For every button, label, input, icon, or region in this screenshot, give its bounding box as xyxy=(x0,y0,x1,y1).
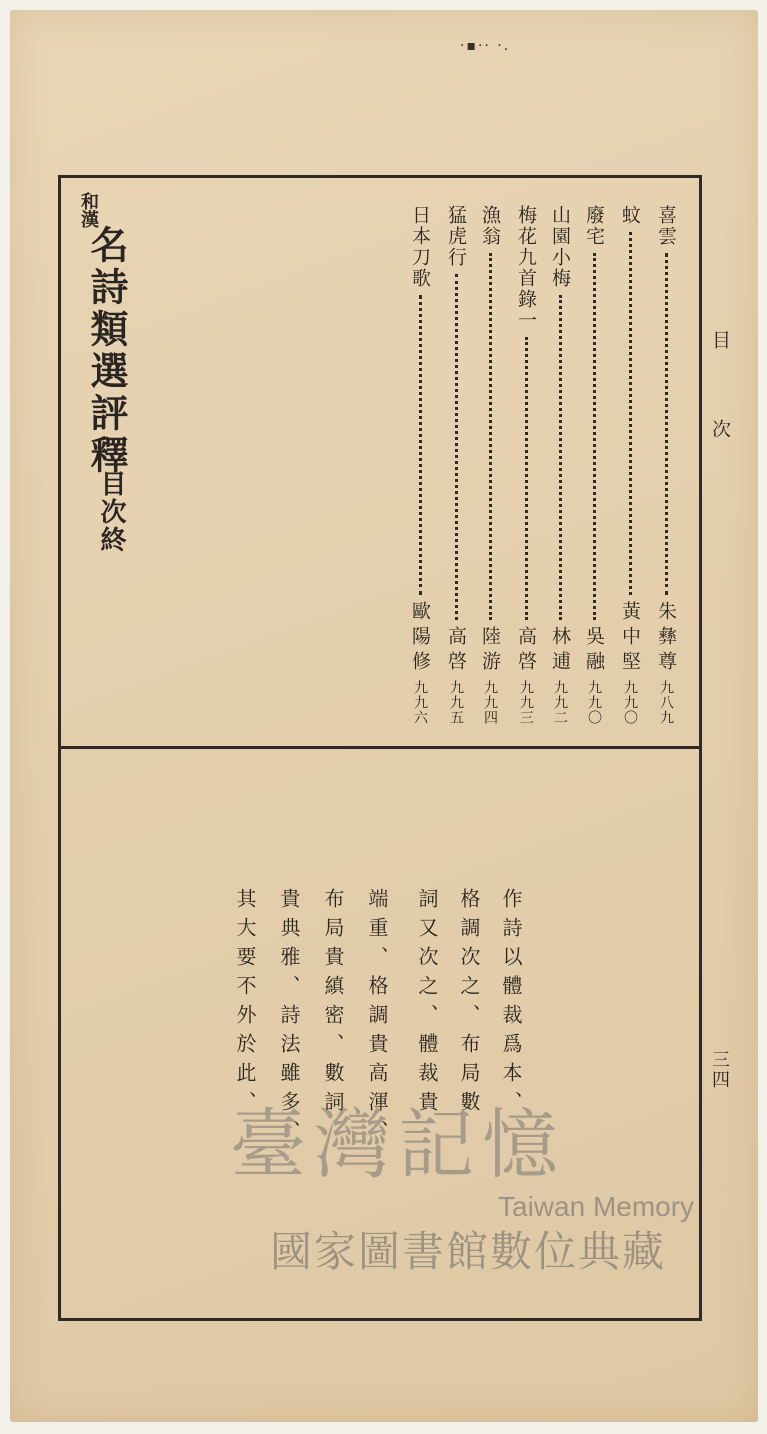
book-title-prefix: 漢 xyxy=(78,210,99,228)
toc-author: 高啓 xyxy=(445,626,467,676)
toc-entry[interactable] xyxy=(512,205,540,725)
toc-page: 九九五 xyxy=(448,680,464,725)
toc-author: 陸游 xyxy=(479,626,501,676)
toc-page: 九九四 xyxy=(482,680,498,725)
toc-page: 九九六 xyxy=(412,680,428,725)
book-title-prefix: 和 xyxy=(78,192,99,210)
toc-leader-dots xyxy=(629,232,632,595)
toc-title: 蚊 xyxy=(619,205,641,226)
prose-line: 作詩以體裁爲本、 xyxy=(499,888,523,1120)
toc-entry[interactable] xyxy=(652,205,680,725)
toc-leader-dots xyxy=(489,253,492,620)
watermark-organization: 國家圖書館數位典藏 xyxy=(270,1227,667,1276)
prose-line: 貴典雅、詩法雖多、 xyxy=(277,888,301,1149)
toc-title: 山園小梅 xyxy=(549,205,571,289)
watermark-english: Taiwan Memory xyxy=(498,1191,695,1222)
toc-leader-dots xyxy=(559,295,562,620)
toc-author: 吳融 xyxy=(583,626,605,676)
page-number: 三四 xyxy=(709,1050,730,1090)
toc-author: 歐陽修 xyxy=(409,601,431,676)
toc-entry[interactable] xyxy=(546,205,574,725)
margin-header: 目次 xyxy=(709,330,731,508)
toc-author: 黃中堅 xyxy=(619,601,641,676)
ink-specks: ·▪·· ·. xyxy=(460,38,511,54)
book-title: 名詩類選評釋 xyxy=(84,225,129,477)
toc-entry[interactable] xyxy=(616,205,644,725)
toc-page: 九八九 xyxy=(658,680,674,725)
prose-line: 格調次之、布局數 xyxy=(457,888,481,1120)
toc-entry[interactable] xyxy=(580,205,608,725)
toc-author: 高啓 xyxy=(515,626,537,676)
toc-page: 九九〇 xyxy=(586,680,602,725)
toc-title: 喜雲 xyxy=(655,205,677,247)
prose-line: 詞又次之、體裁貴 xyxy=(415,888,439,1120)
prose-line: 端重、格調貴高渾、 xyxy=(365,888,389,1149)
toc-page: 九九〇 xyxy=(622,680,638,725)
toc-leader-dots xyxy=(455,274,458,620)
toc-leader-dots xyxy=(665,253,668,595)
toc-author: 朱彝尊 xyxy=(655,601,677,676)
toc-title: 漁翁 xyxy=(479,205,501,247)
frame-divider xyxy=(58,746,702,749)
prose-line: 其大要不外於此、 xyxy=(233,888,257,1120)
toc-title: 廢宅 xyxy=(583,205,605,247)
toc-title: 日本刀歌 xyxy=(409,205,431,289)
toc-entry[interactable] xyxy=(406,205,434,725)
toc-leader-dots xyxy=(419,295,422,595)
toc-entry[interactable] xyxy=(442,205,470,725)
toc-leader-dots xyxy=(525,337,528,620)
toc-title: 梅花九首錄一 xyxy=(515,205,537,331)
book-subtitle: 目次終 xyxy=(96,470,126,554)
toc-leader-dots xyxy=(593,253,596,620)
watermark-calligraphy: 臺灣記憶 xyxy=(230,1100,566,1189)
toc-page: 九九三 xyxy=(518,680,534,725)
toc-entry[interactable] xyxy=(476,205,504,725)
toc-page: 九九二 xyxy=(552,680,568,725)
prose-line: 布局貴縝密、數詞 xyxy=(321,888,345,1120)
toc-author: 林逋 xyxy=(549,626,571,676)
toc-title: 猛虎行 xyxy=(445,205,467,268)
